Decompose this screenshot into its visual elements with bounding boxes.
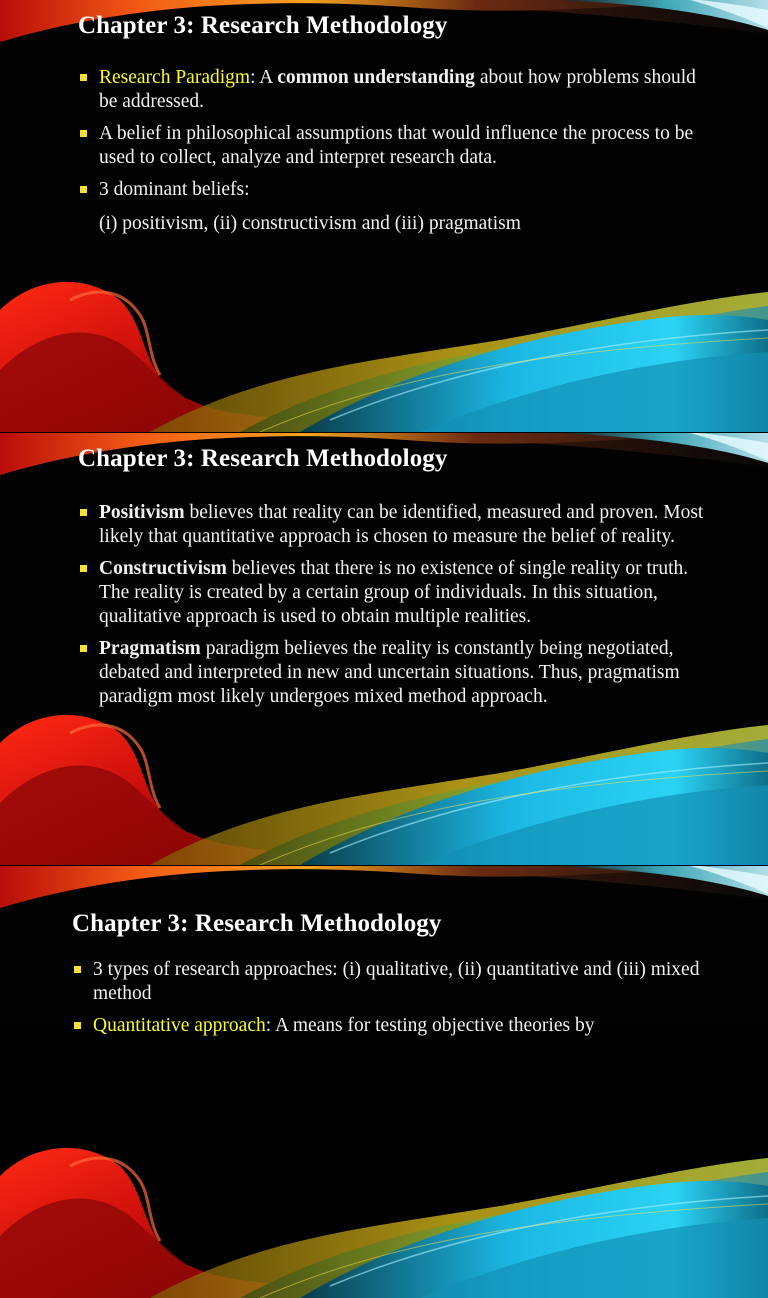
bullet-marker-icon (80, 509, 87, 516)
paradigm-list-line: (i) positivism, (ii) constructivism and (iii) pragmatism (99, 213, 521, 234)
bullet-item (78, 501, 708, 549)
bullet-item (72, 1014, 702, 1038)
bullet-text: believes that there is no existence of single reality or truth. The reality is created by a certain group of individuals. In this situation, qualitative approach is used to obtain multiple realities. (99, 558, 689, 627)
term-quantitative-approach: Quantitative approach (93, 1015, 266, 1036)
bullet-marker-icon (80, 186, 87, 193)
bullet-text: about how problems should be addressed. (99, 67, 696, 112)
bullet-text: believes that reality can be identified, measured and proven. Most likely that quantitative approach is chosen to measure the belief of reality. (99, 502, 704, 547)
bold-term: Constructivism (99, 558, 227, 579)
bullet-text: paradigm believes the reality is constantly being negotiated, debated and interpreted in new and uncertain situations. Thus, pragmatism paradigm most likely undergoes mixed method approach. (99, 638, 680, 707)
slide-3 (0, 866, 768, 1036)
bullet-marker-icon (74, 1022, 81, 1029)
bullet-text: : A means for testing objective theories by (265, 1015, 595, 1036)
bold-term: common understanding (277, 67, 475, 88)
bullet-list (78, 501, 708, 717)
bullet-marker-icon (74, 966, 81, 973)
bullet-item (78, 66, 708, 114)
slide-title: Chapter 3: Research Methodology (78, 12, 448, 39)
bullet-list (78, 66, 708, 210)
bullet-marker-icon (80, 74, 87, 81)
bold-term: Positivism (99, 502, 185, 523)
bullet-marker-icon (80, 645, 87, 652)
bullet-list (72, 958, 702, 1046)
slide-title: Chapter 3: Research Methodology (78, 445, 448, 472)
slide-1 (0, 0, 768, 432)
bullet-text: : A (250, 67, 278, 88)
bullet-item (78, 122, 708, 170)
slide-2 (0, 433, 768, 865)
slide-title: Chapter 3: Research Methodology (72, 910, 442, 937)
bullet-item (78, 637, 708, 709)
bullet-text: A belief in philosophical assumptions that would influence the process to be used to collect, analyze and interpret research data. (99, 123, 694, 168)
term-research-paradigm: Research Paradigm (99, 67, 251, 88)
bullet-item (72, 958, 702, 1006)
bullet-text: 3 types of research approaches: (i) qualitative, (ii) quantitative and (iii) mixed method (93, 959, 700, 1004)
bullet-text: 3 dominant beliefs: (99, 179, 250, 200)
bullet-marker-icon (80, 565, 87, 572)
bold-term: Pragmatism (99, 638, 201, 659)
bullet-item (78, 557, 708, 629)
bullet-item (78, 178, 708, 202)
bullet-marker-icon (80, 130, 87, 137)
